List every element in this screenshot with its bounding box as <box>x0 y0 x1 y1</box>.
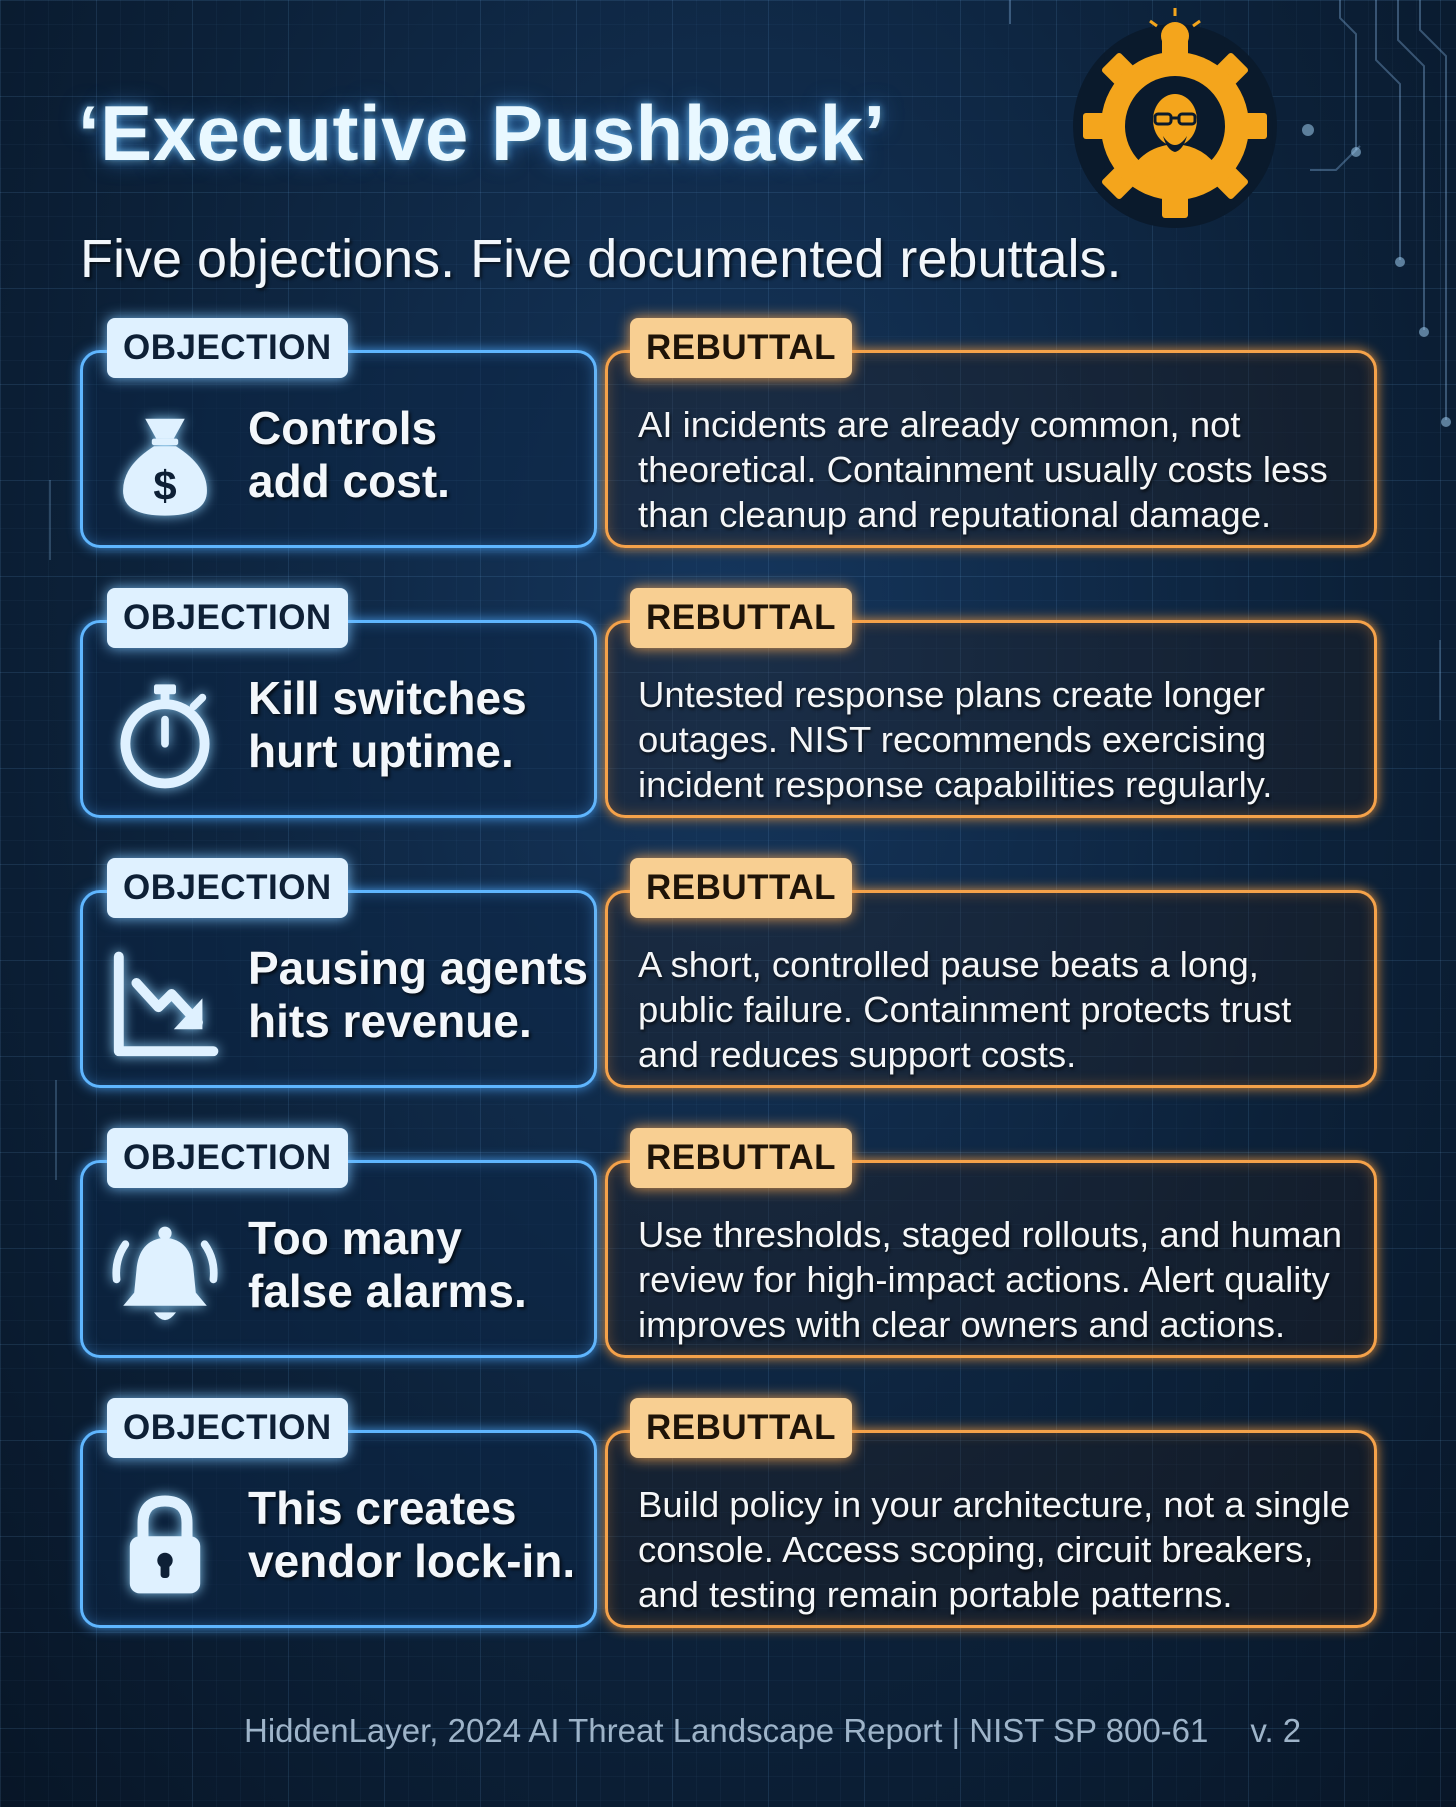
rebuttal-text: Build policy in your architecture, not a single console. Access scoping, circuit breakers, and testing remain portable patterns. <box>638 1484 1351 1615</box>
objection-text: Too many false alarms. <box>248 1212 527 1317</box>
objection-row <box>0 1398 1456 1638</box>
version-label: v. 2 <box>1250 1712 1302 1749</box>
money-bag-icon <box>110 410 220 520</box>
objection-row <box>0 588 1456 828</box>
objection-tag: OBJECTION <box>107 318 348 378</box>
gear-portrait-lightbulb-logo <box>1050 8 1300 228</box>
stopwatch-icon <box>110 680 220 790</box>
rebuttal-tag: REBUTTAL <box>630 588 852 648</box>
objection-tag: OBJECTION <box>107 858 348 918</box>
footer-sources: HiddenLayer, 2024 AI Threat Landscape Report | NIST SP 800-61 <box>244 1712 1209 1749</box>
rebuttal-tag: REBUTTAL <box>630 858 852 918</box>
page-subtitle: Five objections. Five documented rebuttals. <box>80 229 1122 289</box>
objection-text: This creates vendor lock-in. <box>248 1482 576 1587</box>
objection-tag: OBJECTION <box>107 1398 348 1458</box>
objection-row <box>0 318 1456 558</box>
svg-text:$: $ <box>153 462 177 510</box>
objection-text: Controls add cost. <box>248 402 450 507</box>
objection-row <box>0 1128 1456 1368</box>
rebuttal-text: A short, controlled pause beats a long, public failure. Containment protects trust and reduces support costs. <box>638 944 1292 1075</box>
objection-text: Kill switches hurt uptime. <box>248 672 527 777</box>
padlock-icon <box>110 1490 220 1600</box>
objection-tag: OBJECTION <box>107 588 348 648</box>
rebuttal-text: Untested response plans create longer outages. NIST recommends exercising incident response capabilities regularly. <box>638 674 1273 805</box>
page-title: ‘Executive Pushback’ <box>78 89 886 177</box>
rebuttal-text: AI incidents are already common, not theoretical. Containment usually costs less than cleanup and reputational damage. <box>638 404 1328 535</box>
footer <box>244 1712 1301 1750</box>
rebuttal-text: Use thresholds, staged rollouts, and human review for high-impact actions. Alert quality improves with clear owners and actions. <box>638 1214 1343 1345</box>
trending-down-chart-icon <box>110 950 220 1060</box>
rebuttal-tag: REBUTTAL <box>630 318 852 378</box>
rebuttal-tag: REBUTTAL <box>630 1128 852 1188</box>
objection-row <box>0 858 1456 1098</box>
objection-text: Pausing agents hits revenue. <box>248 942 588 1047</box>
bell-alarm-icon <box>110 1220 220 1330</box>
objection-tag: OBJECTION <box>107 1128 348 1188</box>
rebuttal-tag: REBUTTAL <box>630 1398 852 1458</box>
